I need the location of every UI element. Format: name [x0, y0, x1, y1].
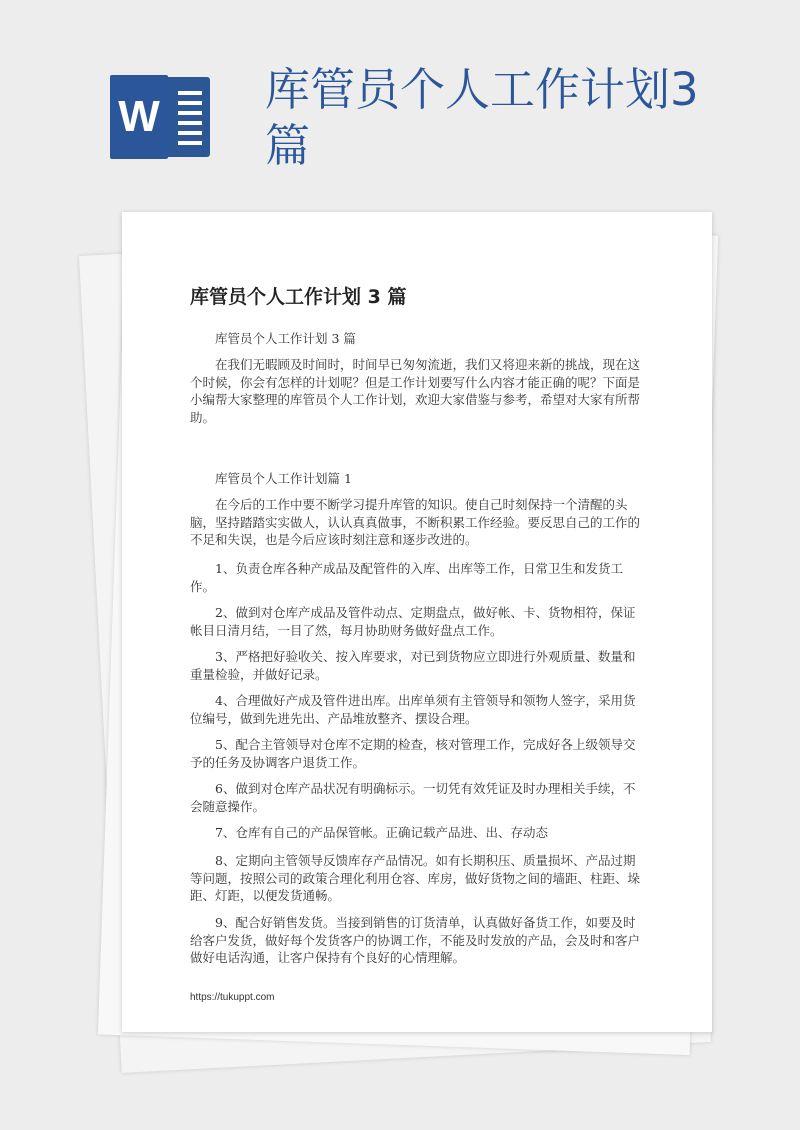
list-item: 1、负责仓库各种产成品及配管件的入库、出库等工作，日常卫生和发货工作。 — [190, 561, 623, 594]
list-item: 3、严格把好验收关、按入库要求，对已到货物应立即进行外观质量、数量和重量检验，并做好记录。 — [190, 649, 636, 682]
body-paragraph: 在今后的工作中要不断学习提升库管的知识。使自己时刻保持一个清醒的头脑，坚持踏踏实实做人，认认真真做事，不断积累工作经验。要反思自己的工作的不足和失误，也是今后应该时刻注意和逐步改进的。 — [190, 497, 641, 547]
intro-paragraph: 在我们无暇顾及时间时，时间早已匆匆流逝，我们又将迎来新的挑战，现在这个时候，你会有怎样的计划呢？但是工作计划要写什么内容才能正确的呢？下面是小编帮大家整理的库管员个人工作计划，欢迎大家借鉴与参考，希望对大家有所帮助。 — [190, 357, 641, 425]
list-item: 2、做到对仓库产成品及管件动点、定期盘点，做好帐、卡、货物相符，保证帐目日清月结，一目了然，每月协助财务做好盘点工作。 — [190, 605, 636, 638]
document-page — [122, 212, 712, 1032]
header-title: 库管员个人工作计划3篇 — [265, 63, 699, 172]
list-item: 4、合理做好产成及管件进出库。出库单须有主管领导和领物人签字，采用货位编号，做到先进先出、产品堆放整齐、摆设合理。 — [190, 693, 636, 726]
list-item: 9、配合好销售发货。当接到销售的订货清单，认真做好备货工作，如要及时给客户发货，做好每个发货客户的协调工作，不能及时发放的产品，会及时和客户做好电话沟通，让客户保持有个良好的心情理解。 — [190, 915, 641, 965]
word-document-icon — [110, 75, 210, 159]
word-icon-line — [178, 101, 202, 105]
list-item: 7、仓库有自己的产品保管帐。正确记载产品进、出、存动态 — [215, 825, 548, 840]
word-icon-line — [178, 141, 202, 145]
list-item: 8、定期向主管领导反馈库存产品情况。如有长期积压、质量损坏、产品过期等问题，按照公司的政策合理化利用仓容、库房，做好货物之间的墙距、柱距、垛距、灯距，以便发货通畅。 — [190, 853, 641, 903]
document-subtitle: 库管员个人工作计划 3 篇 — [215, 331, 356, 346]
word-icon-line — [178, 131, 202, 135]
word-icon-line — [178, 121, 202, 125]
section-heading: 库管员个人工作计划篇 1 — [215, 471, 352, 486]
document-title: 库管员个人工作计划 3 篇 — [190, 286, 407, 308]
word-icon-line — [178, 111, 202, 115]
word-icon-line — [178, 91, 202, 95]
list-item: 5、配合主管领导对仓库不定期的检查，核对管理工作，完成好各上级领导交予的任务及协调客户退货工作。 — [190, 737, 636, 770]
list-item: 6、做到对仓库产品状况有明确标示。一切凭有效凭证及时办理相关手续，不会随意操作。 — [190, 781, 636, 814]
footer-url: https://tukuppt.com — [190, 992, 275, 1003]
word-icon-letter: W — [110, 75, 168, 159]
